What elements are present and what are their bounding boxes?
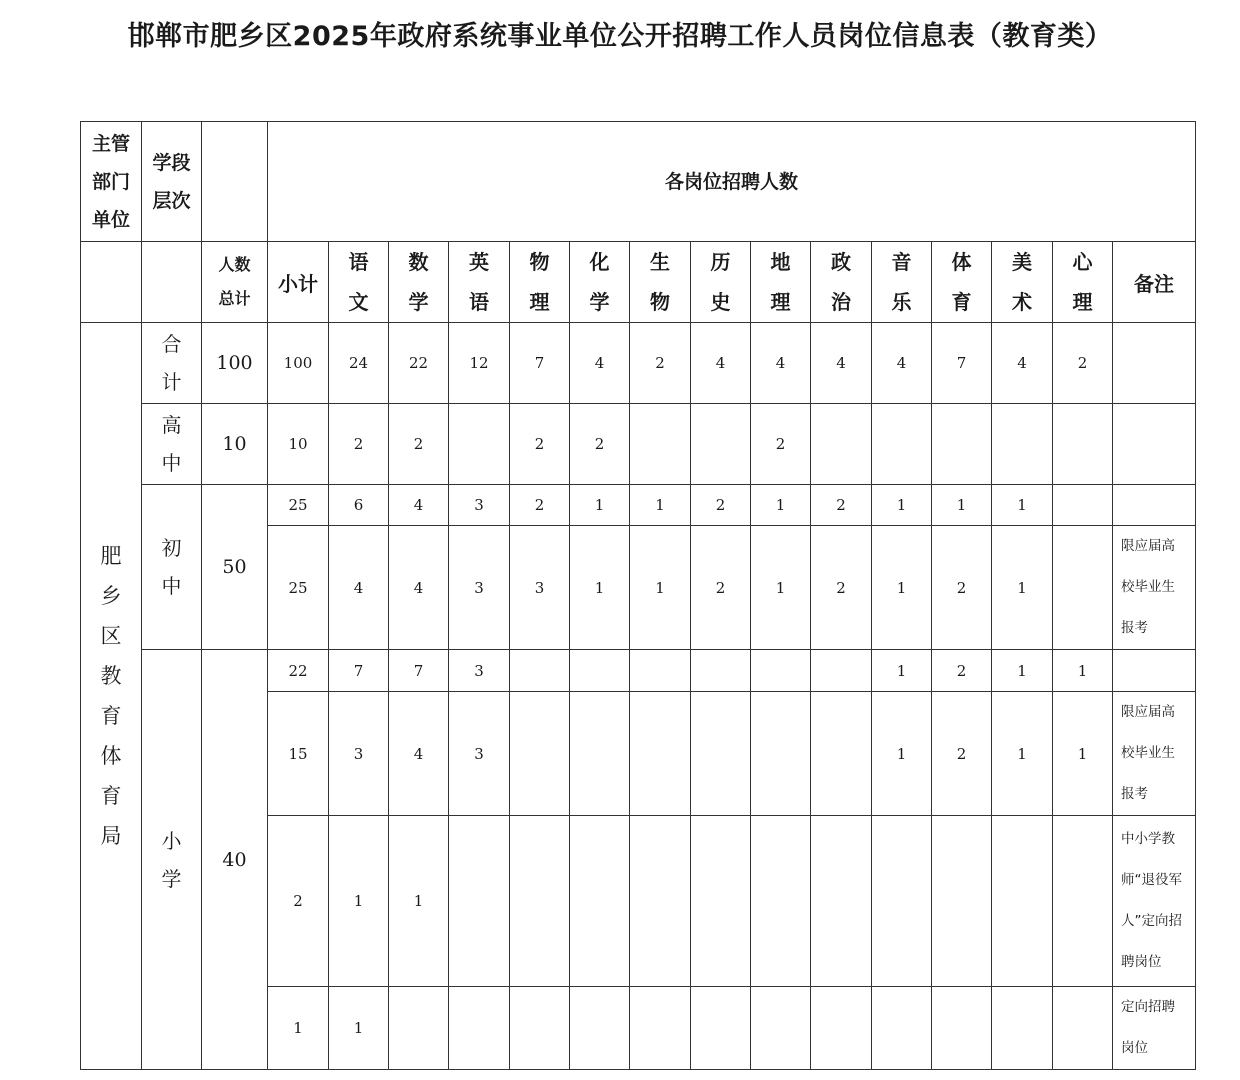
count-cell: 1 <box>1053 650 1113 692</box>
count-cell <box>992 816 1053 987</box>
count-cell <box>630 816 691 987</box>
count-cell <box>872 404 932 485</box>
subtotal-cell: 25 <box>268 485 329 526</box>
subtotal-cell: 100 <box>268 323 329 404</box>
count-cell: 4 <box>389 692 449 816</box>
count-cell: 7 <box>329 650 389 692</box>
count-cell <box>570 987 630 1070</box>
count-cell <box>630 404 691 485</box>
note-cell: 限应届高 校毕业生 报考 <box>1113 692 1196 816</box>
count-cell: 1 <box>932 485 992 526</box>
header-subject: 英 语 <box>449 242 510 323</box>
subtotal-cell: 10 <box>268 404 329 485</box>
count-cell: 1 <box>751 485 811 526</box>
header-total: 人数 总计 <box>202 242 268 323</box>
count-cell: 2 <box>811 485 872 526</box>
count-cell <box>691 650 751 692</box>
header-subject: 地 理 <box>751 242 811 323</box>
note-cell: 中小学教 师“退役军 人”定向招 聘岗位 <box>1113 816 1196 987</box>
count-cell <box>811 816 872 987</box>
count-cell: 7 <box>932 323 992 404</box>
count-cell <box>751 816 811 987</box>
count-cell: 1 <box>872 692 932 816</box>
header-subject: 化 学 <box>570 242 630 323</box>
count-cell: 2 <box>329 404 389 485</box>
count-cell: 2 <box>630 323 691 404</box>
count-cell: 3 <box>449 692 510 816</box>
recruitment-table <box>80 121 1196 1070</box>
count-cell <box>811 404 872 485</box>
count-cell: 2 <box>389 404 449 485</box>
count-cell: 2 <box>932 526 992 650</box>
count-cell: 2 <box>811 526 872 650</box>
stage-count: 100 <box>202 323 268 404</box>
count-cell: 2 <box>691 485 751 526</box>
header-subject: 生 物 <box>630 242 691 323</box>
count-cell: 4 <box>570 323 630 404</box>
header-subject: 心 理 <box>1053 242 1113 323</box>
count-cell <box>570 692 630 816</box>
count-cell: 3 <box>449 526 510 650</box>
header-subject: 体 育 <box>932 242 992 323</box>
count-cell: 1 <box>1053 692 1113 816</box>
stage-count: 50 <box>202 485 268 650</box>
header-subject: 物 理 <box>510 242 570 323</box>
count-cell <box>1053 485 1113 526</box>
count-cell <box>932 816 992 987</box>
count-cell: 4 <box>811 323 872 404</box>
count-cell <box>630 987 691 1070</box>
count-cell: 3 <box>449 485 510 526</box>
count-cell <box>1053 816 1113 987</box>
subtotal-cell: 1 <box>268 987 329 1070</box>
count-cell: 4 <box>872 323 932 404</box>
count-cell: 1 <box>992 485 1053 526</box>
count-cell: 2 <box>932 650 992 692</box>
stage-label: 高 中 <box>142 404 202 485</box>
count-cell: 1 <box>630 485 691 526</box>
count-cell <box>691 692 751 816</box>
stage-label: 小 学 <box>142 650 202 1070</box>
count-cell <box>510 650 570 692</box>
header-subject: 历 史 <box>691 242 751 323</box>
count-cell <box>449 987 510 1070</box>
header-subject: 美 术 <box>992 242 1053 323</box>
count-cell <box>872 987 932 1070</box>
header-positions: 各岗位招聘人数 <box>268 122 1196 242</box>
count-cell <box>570 816 630 987</box>
count-cell: 1 <box>570 485 630 526</box>
subtotal-cell: 25 <box>268 526 329 650</box>
count-cell <box>811 650 872 692</box>
header-note: 备注 <box>1113 242 1196 323</box>
header-subject: 数 学 <box>389 242 449 323</box>
count-cell: 1 <box>751 526 811 650</box>
note-cell: 定向招聘 岗位 <box>1113 987 1196 1070</box>
count-cell: 2 <box>932 692 992 816</box>
count-cell: 4 <box>389 485 449 526</box>
subtotal-cell: 22 <box>268 650 329 692</box>
count-cell <box>811 692 872 816</box>
header-subject: 音 乐 <box>872 242 932 323</box>
count-cell: 2 <box>1053 323 1113 404</box>
header-blank-stage <box>142 242 202 323</box>
count-cell <box>1053 987 1113 1070</box>
count-cell: 1 <box>992 650 1053 692</box>
count-cell: 2 <box>570 404 630 485</box>
subtotal-cell: 2 <box>268 816 329 987</box>
count-cell: 3 <box>329 692 389 816</box>
count-cell <box>630 692 691 816</box>
count-cell <box>751 692 811 816</box>
count-cell: 2 <box>751 404 811 485</box>
note-cell <box>1113 485 1196 526</box>
header-dept: 主管 部门 单位 <box>81 122 142 242</box>
count-cell: 2 <box>510 485 570 526</box>
page-title: 邯郸市肥乡区2025年政府系统事业单位公开招聘工作人员岗位信息表（教育类） <box>127 21 1113 52</box>
stage-label: 初 中 <box>142 485 202 650</box>
count-cell <box>570 650 630 692</box>
count-cell: 24 <box>329 323 389 404</box>
header-subject: 政 治 <box>811 242 872 323</box>
count-cell: 1 <box>329 816 389 987</box>
note-cell <box>1113 404 1196 485</box>
count-cell: 6 <box>329 485 389 526</box>
stage-label: 合 计 <box>142 323 202 404</box>
count-cell <box>691 987 751 1070</box>
count-cell <box>992 987 1053 1070</box>
stage-count: 40 <box>202 650 268 1070</box>
header-blank-dept <box>81 242 142 323</box>
count-cell <box>751 650 811 692</box>
note-cell: 限应届高 校毕业生 报考 <box>1113 526 1196 650</box>
note-cell <box>1113 323 1196 404</box>
count-cell: 1 <box>872 650 932 692</box>
count-cell <box>630 650 691 692</box>
header-blank <box>202 122 268 242</box>
count-cell: 4 <box>389 526 449 650</box>
count-cell: 4 <box>691 323 751 404</box>
count-cell: 3 <box>449 650 510 692</box>
count-cell: 4 <box>751 323 811 404</box>
count-cell: 1 <box>872 485 932 526</box>
count-cell <box>1053 404 1113 485</box>
count-cell: 2 <box>691 526 751 650</box>
count-cell <box>811 987 872 1070</box>
count-cell <box>510 692 570 816</box>
count-cell: 22 <box>389 323 449 404</box>
count-cell: 1 <box>992 526 1053 650</box>
count-cell: 4 <box>329 526 389 650</box>
count-cell <box>751 987 811 1070</box>
subtotal-cell: 15 <box>268 692 329 816</box>
stage-count: 10 <box>202 404 268 485</box>
count-cell: 1 <box>389 816 449 987</box>
count-cell <box>389 987 449 1070</box>
count-cell: 2 <box>510 404 570 485</box>
note-cell <box>1113 650 1196 692</box>
count-cell: 1 <box>872 526 932 650</box>
count-cell: 12 <box>449 323 510 404</box>
count-cell <box>510 816 570 987</box>
count-cell: 4 <box>992 323 1053 404</box>
header-stage: 学段 层次 <box>142 122 202 242</box>
count-cell <box>992 404 1053 485</box>
count-cell: 1 <box>992 692 1053 816</box>
count-cell: 1 <box>329 987 389 1070</box>
count-cell: 1 <box>630 526 691 650</box>
count-cell <box>510 987 570 1070</box>
count-cell: 3 <box>510 526 570 650</box>
count-cell: 1 <box>570 526 630 650</box>
count-cell <box>449 404 510 485</box>
header-subtotal: 小计 <box>268 242 329 323</box>
header-subject: 语 文 <box>329 242 389 323</box>
count-cell: 7 <box>510 323 570 404</box>
count-cell <box>1053 526 1113 650</box>
department-cell: 肥 乡 区 教 育 体 育 局 <box>81 323 142 1070</box>
count-cell <box>872 816 932 987</box>
count-cell <box>449 816 510 987</box>
count-cell <box>932 404 992 485</box>
count-cell <box>691 816 751 987</box>
count-cell <box>932 987 992 1070</box>
count-cell <box>691 404 751 485</box>
count-cell: 7 <box>389 650 449 692</box>
